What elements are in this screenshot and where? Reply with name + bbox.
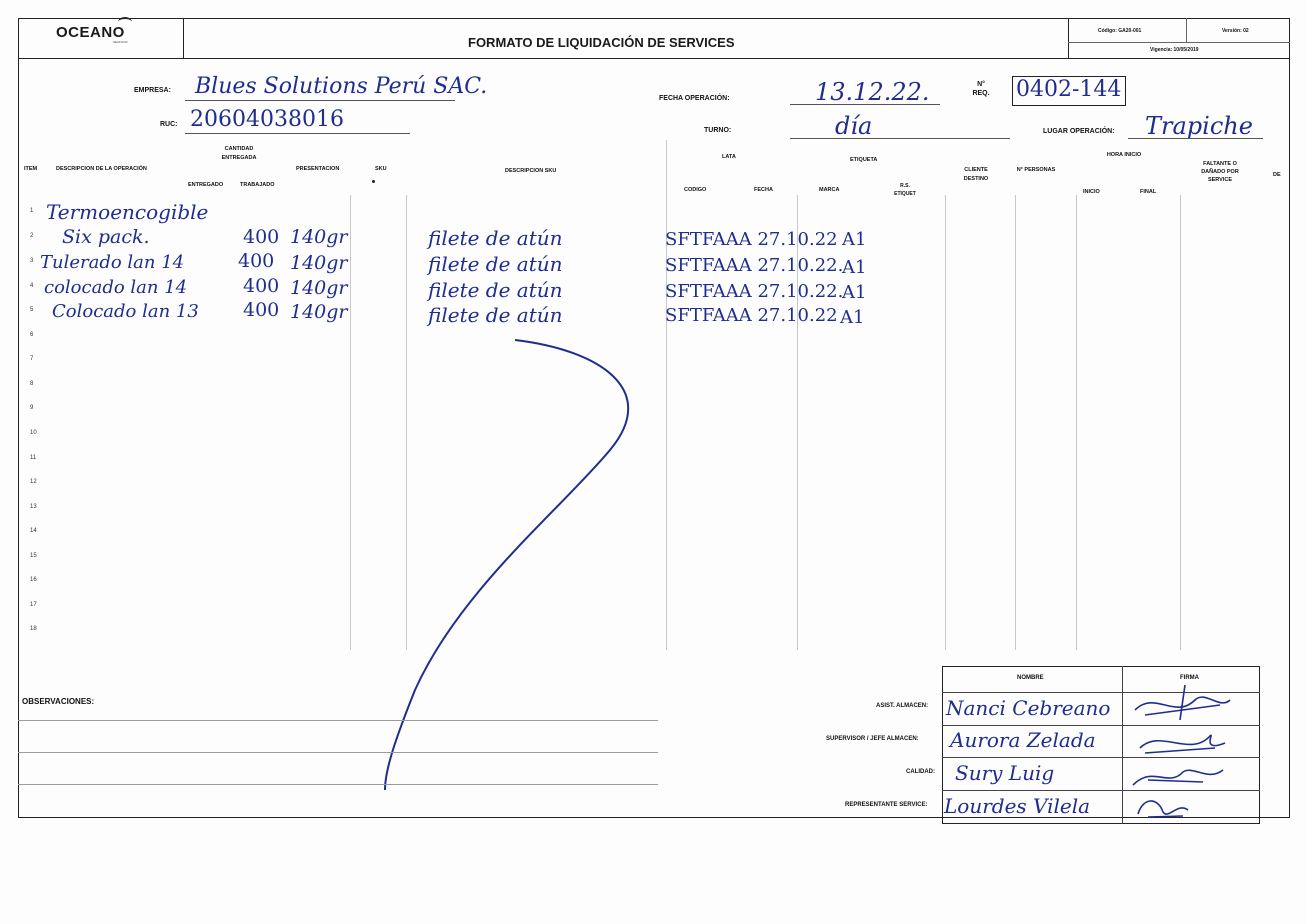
row-number: 16 xyxy=(30,577,37,583)
row-number: 4 xyxy=(30,283,34,289)
row-2-presentacion: 140gr xyxy=(290,226,348,248)
row-4-marca: A1 xyxy=(842,282,867,303)
col-cliente-destino: CLIENTE DESTINO xyxy=(963,167,989,182)
col-codigo: CODIGO xyxy=(684,187,707,193)
row-3-presentacion: 140gr xyxy=(290,252,348,274)
col-sku: SKU xyxy=(375,166,387,172)
row-number: 2 xyxy=(30,233,34,239)
grid-col-divider xyxy=(1180,195,1181,650)
empresa-label: EMPRESA: xyxy=(134,87,171,94)
sig-row-divider xyxy=(942,790,1260,791)
turno-label: TURNO: xyxy=(704,127,732,134)
row-3-codigo: SFTFAAA 27.10.22. xyxy=(665,255,844,276)
row-2-descripcion-sku: filete de atún xyxy=(428,226,563,250)
col-final: FINAL xyxy=(1140,189,1157,195)
empresa-value: Blues Solutions Perú SAC. xyxy=(195,74,488,99)
col-descripcion-sku: DESCRIPCION SKU xyxy=(505,168,557,174)
row-3-descripcion: Tulerado lan 14 xyxy=(40,252,185,273)
obs-line xyxy=(18,784,658,785)
nreq-label: N° REQ. xyxy=(972,81,990,97)
col-rs-etiquet: R.S. ETIQUET xyxy=(894,183,916,197)
row-2-descripcion: Six pack. xyxy=(62,226,150,248)
col-entregado: ENTREGADO xyxy=(188,182,224,188)
lugar-value: Trapiche xyxy=(1145,112,1253,140)
row-number: 3 xyxy=(30,258,34,264)
row-number: 7 xyxy=(30,356,34,362)
row-3-cantidad: 400 xyxy=(238,250,275,272)
col-descripcion: DESCRIPCION DE LA OPERACIÓN xyxy=(56,166,147,172)
row-number: 18 xyxy=(30,626,37,632)
row-2-codigo: SFTFAAA 27.10.22 xyxy=(665,229,838,250)
sig-role: CALIDAD: xyxy=(906,769,935,775)
row-4-codigo: SFTFAAA 27.10.22. xyxy=(665,281,844,302)
col-inicio: INICIO xyxy=(1083,189,1100,195)
sig-name: Sury Luig xyxy=(955,761,1055,785)
col-hora-inicio: HORA INICIO xyxy=(1106,152,1142,158)
obs-line xyxy=(18,752,658,753)
col-presentacion: PRESENTACION xyxy=(296,166,340,172)
row-number: 14 xyxy=(30,528,37,534)
turno-underline xyxy=(790,138,1010,139)
row-5-cantidad: 400 xyxy=(243,299,280,321)
row-4-presentacion: 140gr xyxy=(290,277,348,299)
sig-row-divider xyxy=(942,725,1260,726)
lugar-label: LUGAR OPERACIÓN: xyxy=(1043,128,1115,135)
logo-subtext: SEAFOOD xyxy=(113,40,128,44)
sig-col-divider xyxy=(1122,666,1123,824)
row-number: 10 xyxy=(30,430,37,436)
fecha-value: 13.12.22. xyxy=(815,78,930,106)
grid-col-divider xyxy=(666,140,667,650)
row-2-cantidad: 400 xyxy=(243,226,280,248)
cancel-stroke xyxy=(370,330,640,800)
ruc-label: RUC: xyxy=(160,121,178,128)
fecha-underline xyxy=(790,104,940,105)
row-4-cantidad: 400 xyxy=(243,275,280,297)
version-label: Versión: 02 xyxy=(1222,28,1249,34)
row-number: 15 xyxy=(30,553,37,559)
sku-bullet-icon xyxy=(372,180,375,183)
row-number: 12 xyxy=(30,479,37,485)
row-1-descripcion: Termoencogible xyxy=(46,200,209,224)
row-5-descripcion-sku: filete de atún xyxy=(428,303,563,327)
row-number: 5 xyxy=(30,307,34,313)
sig-firma-header: FIRMA xyxy=(1180,675,1199,681)
row-number: 13 xyxy=(30,504,37,510)
logo-text: OCEANO xyxy=(56,24,125,41)
row-3-descripcion-sku: filete de atún xyxy=(428,252,563,276)
grid-col-divider xyxy=(945,195,946,650)
logo-wave-icon xyxy=(118,17,132,27)
vigencia-label: Vigencia: 10/05/2019 xyxy=(1150,47,1199,53)
row-5-descripcion: Colocado lan 13 xyxy=(52,301,199,322)
row-number: 8 xyxy=(30,381,34,387)
sig-role: ASIST. ALMACEN: xyxy=(876,703,929,709)
col-fecha: FECHA xyxy=(754,187,773,193)
sig-name: Lourdes Vilela xyxy=(944,794,1091,818)
row-4-descripcion: colocado lan 14 xyxy=(44,277,188,298)
row-5-marca: A1 xyxy=(840,307,865,328)
sig-name: Aurora Zelada xyxy=(950,728,1096,752)
grid-col-divider xyxy=(350,195,351,650)
grid-col-divider xyxy=(1015,195,1016,650)
form-title: FORMATO DE LIQUIDACIÓN DE SERVICES xyxy=(468,35,735,50)
col-item: ITEM xyxy=(24,166,38,172)
ruc-underline xyxy=(185,133,410,134)
sig-role: REPRESENTANTE SERVICE: xyxy=(845,802,928,808)
grid-col-divider xyxy=(1076,195,1077,650)
meta-row-divider xyxy=(1068,42,1290,43)
meta-col-divider xyxy=(1186,18,1187,42)
signature-scribble xyxy=(1128,760,1228,790)
row-5-presentacion: 140gr xyxy=(290,301,348,323)
codigo-label: Código: GA20-001 xyxy=(1098,28,1142,34)
col-n-personas: N° PERSONAS xyxy=(1016,167,1056,173)
sig-name: Nanci Cebreano xyxy=(946,696,1111,720)
row-number: 11 xyxy=(30,455,37,461)
obs-line xyxy=(18,720,658,721)
ruc-value: 20604038016 xyxy=(190,107,344,132)
col-trabajado: TRABAJADO xyxy=(240,182,275,188)
turno-value: día xyxy=(835,112,873,140)
sig-role: SUPERVISOR / JEFE ALMACEN: xyxy=(826,736,919,742)
fecha-label: FECHA OPERACIÓN: xyxy=(659,95,730,102)
lugar-underline xyxy=(1128,138,1263,139)
col-marca: MARCA xyxy=(819,187,840,193)
col-cantidad: CANTIDAD ENTREGADA xyxy=(221,146,257,161)
sig-nombre-header: NOMBRE xyxy=(1017,675,1044,681)
row-number: 6 xyxy=(30,332,34,338)
row-4-descripcion-sku: filete de atún xyxy=(428,278,563,302)
empresa-underline xyxy=(185,100,455,101)
signature-scribble xyxy=(1130,728,1230,758)
row-5-codigo: SFTFAAA 27.10.22 xyxy=(665,305,838,326)
col-de: DE xyxy=(1273,172,1281,178)
row-number: 9 xyxy=(30,405,34,411)
observaciones-label: OBSERVACIONES: xyxy=(22,697,95,706)
row-3-marca: A1 xyxy=(842,257,867,278)
col-etiqueta: ETIQUETA xyxy=(850,157,878,163)
signature-scribble xyxy=(1125,680,1235,724)
row-2-marca: A1 xyxy=(842,229,867,250)
row-number: 17 xyxy=(30,602,37,608)
nreq-value: 0402-144 xyxy=(1016,77,1122,102)
row-number: 1 xyxy=(30,208,34,214)
col-lata: LATA xyxy=(722,154,736,160)
signature-scribble xyxy=(1128,792,1198,822)
col-faltante: FALTANTE O DAÑADO POR SERVICE xyxy=(1201,161,1239,183)
